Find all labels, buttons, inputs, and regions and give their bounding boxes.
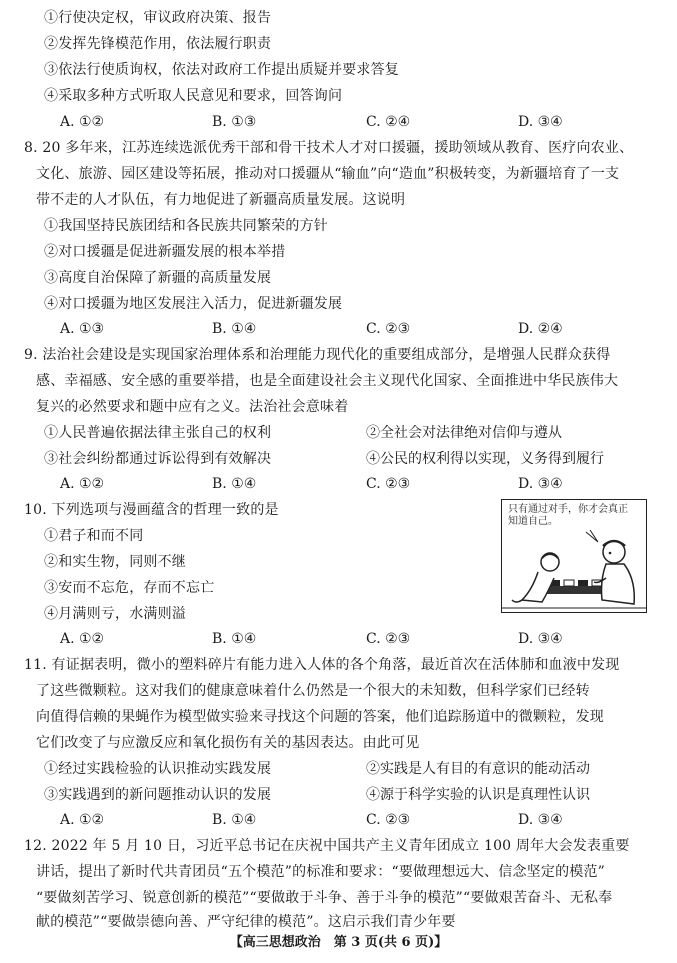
q8-stem-line-2: 文化、旅游、园区建设等拓展，推动对口援疆从“输血”向“造血”积极转变，为新疆培育了一支 xyxy=(36,166,620,182)
q8-option-3: ③高度自治保障了新疆的高质量发展 xyxy=(44,270,272,286)
q7-option-1: ①行使决定权，审议政府决策、报告 xyxy=(44,10,272,26)
q11-choice-a: A. ①② xyxy=(60,812,105,828)
q9-option-3: ③社会纠纷都通过诉讼得到有效解决 xyxy=(44,451,272,467)
q10-choice-d: D. ③④ xyxy=(518,631,563,647)
q12-stem-line-4: 献的模范”“要做崇德向善、严守纪律的模范”。这启示我们青少年要 xyxy=(36,914,456,930)
q10-choice-a: A. ①② xyxy=(60,631,105,647)
q11-stem-line-3: 向值得信赖的果蝇作为模型做实验来寻找这个问题的答案，他们追踪肠道中的微颗粒，发现 xyxy=(36,709,604,725)
q7-option-2: ②发挥先锋模范作用，依法履行职责 xyxy=(44,36,272,52)
q8-choice-b: B. ①④ xyxy=(212,321,257,337)
q9-choice-b: B. ①④ xyxy=(212,476,257,492)
q9-stem-line-1: 9. 法治社会建设是实现国家治理体系和治理能力现代化的重要组成部分，是增强人民群众获得 xyxy=(24,347,611,363)
q7-option-3: ③依法行使质询权，依法对政府工作提出质疑并要求答复 xyxy=(44,62,399,78)
q10-choice-c: C. ②③ xyxy=(366,631,411,647)
q8-stem-line-1: 8. 20 多年来，江苏连续选派优秀干部和骨干技术人才对口援疆，援助领域从教育、医疗向农业、 xyxy=(24,140,634,156)
q9-choice-c: C. ②③ xyxy=(366,476,411,492)
q12-stem-line-1: 12. 2022 年 5 月 10 日，习近平总书记在庆祝中国共产主义青年团成立 100 周年大会发表重要 xyxy=(24,838,630,854)
q8-choice-d: D. ②④ xyxy=(518,321,563,337)
q10-choice-b: B. ①④ xyxy=(212,631,257,647)
q7-choice-c: C. ②④ xyxy=(366,114,411,130)
q11-option-2: ②实践是人有目的有意识的能动活动 xyxy=(366,761,590,777)
q9-option-2: ②全社会对法律绝对信仰与遵从 xyxy=(366,425,562,441)
q10-option-1: ①君子和而不同 xyxy=(44,528,144,544)
q11-choice-c: C. ②③ xyxy=(366,812,411,828)
q10-cartoon xyxy=(501,499,647,613)
q8-choice-c: C. ②③ xyxy=(366,321,411,337)
q9-stem-line-2: 感、幸福感、安全感的重要举措，也是全面建设社会主义现代化国家、全面推进中华民族伟大 xyxy=(36,373,619,389)
q8-choice-a: A. ①③ xyxy=(60,321,105,337)
q11-choice-b: B. ①④ xyxy=(212,812,257,828)
q12-stem-line-3: “要做刻苦学习、锐意创新的模范”“要做敢于斗争、善于斗争的模范”“要做艰苦奋斗、无私奉 xyxy=(36,890,613,906)
q11-stem-line-2: 了这些微颗粒。这对我们的健康意味着什么仍然是一个很大的未知数，但科学家们已经转 xyxy=(36,683,590,699)
q9-choice-d: D. ③④ xyxy=(518,476,563,492)
q8-option-2: ②对口援疆是促进新疆发展的根本举措 xyxy=(44,244,286,260)
q11-option-4: ④源于科学实验的认识是真理性认识 xyxy=(366,787,590,803)
q11-option-1: ①经过实践检验的认识推动实践发展 xyxy=(44,761,272,777)
q10-option-4: ④月满则亏，水满则溢 xyxy=(44,606,186,622)
q9-stem-line-3: 复兴的必然要求和题中应有之义。法治社会意味着 xyxy=(36,399,349,415)
q7-option-4: ④采取多种方式听取人民意见和要求，回答询问 xyxy=(44,88,343,104)
q8-stem-line-3: 带不走的人才队伍，有力地促进了新疆高质量发展。这说明 xyxy=(36,192,406,208)
q7-choice-b: B. ①③ xyxy=(212,114,257,130)
q10-stem: 10. 下列选项与漫画蕴含的哲理一致的是 xyxy=(24,502,279,518)
q8-option-4: ④对口援疆为地区发展注入活力，促进新疆发展 xyxy=(44,296,343,312)
q10-option-2: ②和实生物，同则不继 xyxy=(44,554,186,570)
q7-choice-d: D. ③④ xyxy=(518,114,563,130)
q11-stem-line-4: 它们改变了与应激反应和氧化损伤有关的基因表达。由此可见 xyxy=(36,735,420,751)
q10-option-3: ③安而不忘危，存而不忘亡 xyxy=(44,580,215,596)
page-footer: 【高三思想政治 第 3 页(共 6 页)】 xyxy=(229,935,448,950)
q8-option-1: ①我国坚持民族团结和各民族共同繁荣的方针 xyxy=(44,218,328,234)
q11-choice-d: D. ③④ xyxy=(518,812,563,828)
q7-choice-a: A. ①② xyxy=(60,114,105,130)
q9-option-4: ④公民的权利得以实现，义务得到履行 xyxy=(366,451,604,467)
q9-option-1: ①人民普遍依据法律主张自己的权利 xyxy=(44,425,272,441)
q11-stem-line-1: 11. 有证据表明，微小的塑料碎片有能力进入人体的各个角落，最近首次在活体肺和血液中发现 xyxy=(24,657,620,673)
cartoon-drawing xyxy=(502,500,647,613)
q12-stem-line-2: 讲话，提出了新时代共青团员“五个模范”的标准和要求：“要做理想远大、信念坚定的模范” xyxy=(36,864,606,880)
q11-option-3: ③实践遇到的新问题推动认识的发展 xyxy=(44,787,272,803)
q9-choice-a: A. ①② xyxy=(60,476,105,492)
cartoon-caption: 只有通过对手，你才会真正知道自己。 xyxy=(508,504,628,527)
